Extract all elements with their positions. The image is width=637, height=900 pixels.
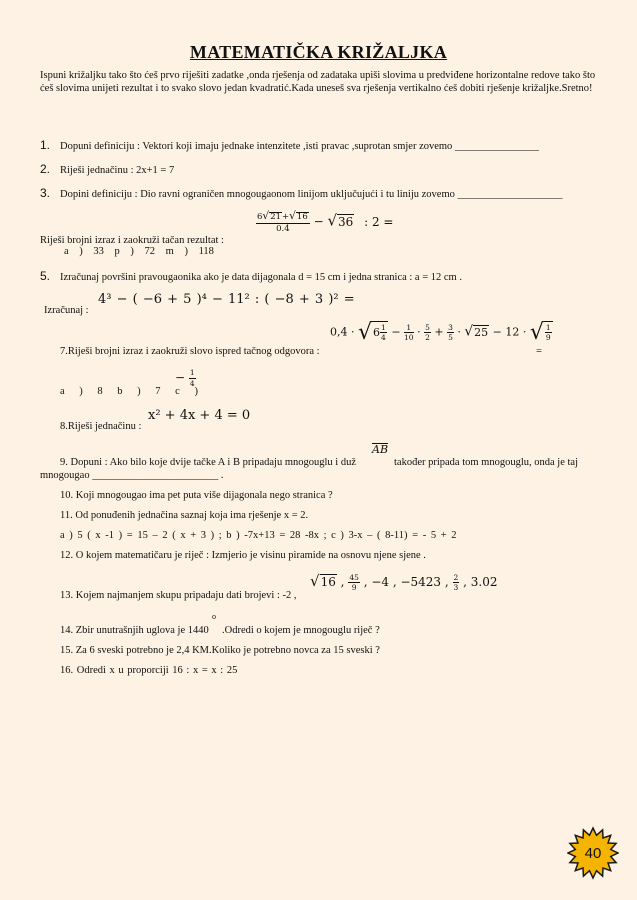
q7-plus1: + bbox=[434, 325, 444, 339]
question-number: 3. bbox=[40, 186, 51, 200]
q7-opt-c-d: 4 bbox=[189, 378, 195, 388]
q4-fraction: $\frac{6√21+√16}{0.4}$ bbox=[257, 209, 308, 234]
question-11: 11. Od ponuđenih jednačina saznaj koja ima rješenje x = 2. bbox=[60, 510, 309, 521]
q4-sqrt-36: 36 bbox=[338, 214, 354, 229]
question-text: Dopini definiciju : Dio ravni ograničen mnogougaonom linijom uključujući i tu liniju zovemo ____________________ bbox=[60, 189, 563, 200]
q7-start: 0,4 · bbox=[330, 325, 355, 339]
q7-whole: 6 bbox=[373, 325, 381, 339]
question-14-cont: .Odredi o kojem je mnogouglu riječ ? bbox=[222, 625, 380, 636]
question-4: Riješi brojni izraz i zaokruži tačan rezultat : bbox=[40, 235, 224, 246]
q7-fn3: 5 bbox=[425, 322, 430, 332]
q7-frac-1-9 bbox=[545, 324, 552, 342]
q13-fd2: 3 bbox=[453, 583, 459, 592]
q7-opt-c-minus: − bbox=[175, 370, 186, 385]
q7-opt-c-n: 1 bbox=[189, 368, 195, 377]
question-9-cont: također pripada tom mnogouglu, onda je taj bbox=[394, 457, 578, 468]
question-1 bbox=[40, 136, 539, 154]
question-12: 12. O kojem matematičaru je riječ : Izmjerio je visinu piramide na osnovu njene sjene . bbox=[60, 550, 426, 561]
question-number: 1. bbox=[40, 138, 51, 152]
q9-segment: AB bbox=[372, 443, 389, 456]
q7-fd5: 9 bbox=[545, 333, 551, 342]
q13-end: , 3.02 bbox=[463, 575, 498, 589]
q4-minus: − bbox=[313, 214, 324, 229]
starburst-icon bbox=[567, 826, 619, 880]
question-5 bbox=[40, 267, 462, 285]
question-number: 5. bbox=[40, 269, 51, 283]
q4-num-six: 6 bbox=[257, 212, 263, 222]
question-2 bbox=[40, 160, 174, 178]
q7-fd2: 10 bbox=[404, 333, 414, 342]
q4-tail: : 2 = bbox=[364, 214, 394, 229]
q7-option-c bbox=[175, 369, 196, 387]
question-7: 7.Riješi brojni izraz i zaokruži slovo ispred tačnog odgovora : bbox=[60, 346, 320, 357]
q14-degree: o bbox=[212, 612, 216, 621]
q7-sqrt-mixed bbox=[372, 321, 388, 342]
q7-minus2: − 12 · bbox=[492, 325, 527, 339]
q7-sqrt-1-9 bbox=[544, 321, 553, 342]
q7-fd4: 5 bbox=[448, 333, 453, 342]
question-9-line: mnogougao ________________________ . bbox=[40, 470, 224, 481]
q6-label: Izračunaj : bbox=[44, 305, 89, 316]
q7-fn5: 1 bbox=[545, 322, 551, 332]
question-13: 13. Kojem najmanjem skupu pripadaju dati brojevi : -2 , bbox=[60, 590, 297, 601]
intro-text: Ispuni križaljku tako što ćeš prvo riješiti zadatke ,onda rješenja od zadataka upiši slovima u predviđene horizontalne redove tako što ćeš slovima unijeti rezultat i to svako slovo jedan kvadratić.Kada uneseš sva rješenja vertikalno ćeš dobiti rješenje križaljke.Sretno! bbox=[40, 70, 596, 94]
question-text: Dopuni definiciju : Vektori koji imaju jednake intenzitete ,isti pravac ,suprotan smjer zovemo ________________ bbox=[60, 141, 539, 152]
q7-frac-5-2 bbox=[424, 324, 431, 342]
q13-fn1: 45 bbox=[349, 572, 359, 582]
q7-frac-3-5 bbox=[447, 324, 454, 342]
q7-options: a ) 8 b ) 7 c ) bbox=[60, 386, 198, 397]
q7-fd1: 4 bbox=[381, 333, 386, 342]
q13-mid: , −4 , −5423 , bbox=[363, 575, 449, 589]
q4-denominator: 0.4 bbox=[276, 223, 290, 234]
question-8: 8.Riješi jednačinu : bbox=[60, 421, 142, 432]
question-15: 15. Za 6 sveski potrebno je 2,4 KM.Koliko je potrebno novca za 15 sveski ? bbox=[60, 645, 380, 656]
q7-expression: 0,4 · √6 $\frac{1}{4}$ − $\frac{1}{10}$ · $\frac{5}{2}$ + $\frac{3}{5}$ · √25 − 12 · √ $\frac{1}{9}$ bbox=[330, 320, 551, 345]
q13-fn2: 2 bbox=[453, 572, 459, 582]
q8-expression: x² + 4x + 4 = 0 bbox=[148, 408, 251, 423]
q4-sqrt-21: 21 bbox=[270, 212, 282, 222]
question-14: 14. Zbir unutrašnjih uglova je 1440 bbox=[60, 625, 209, 636]
q13-frac-45-9 bbox=[348, 574, 360, 592]
q13-frac-2-3 bbox=[453, 574, 460, 592]
question-16: 16. Odredi x u proporciji 16 : x = x : 25 bbox=[60, 665, 238, 676]
q7-frac-1-10 bbox=[404, 324, 414, 342]
question-text: Riješi jednačinu : 2x+1 = 7 bbox=[60, 165, 175, 176]
q7-minus1: − bbox=[391, 325, 401, 339]
q7-dot2: · bbox=[457, 325, 461, 339]
page-number-badge bbox=[567, 826, 619, 880]
q7-fn1: 1 bbox=[381, 322, 386, 332]
question-number: 2. bbox=[40, 162, 51, 176]
q7-fn4: 3 bbox=[448, 322, 453, 332]
q13-sqrt-16: 16 bbox=[320, 575, 336, 589]
page-title: MATEMATIČKA KRIŽALJKA bbox=[189, 42, 448, 62]
question-10: 10. Koji mnogougao ima pet puta više dijagonala nego stranica ? bbox=[60, 490, 333, 501]
q13-expression: √16 , $\frac{45}{9}$ , −4 , −5423 , $\frac{2}{3}$ , 3.02 bbox=[310, 572, 498, 592]
q7-fd3: 2 bbox=[425, 333, 430, 342]
q4-plus: + bbox=[282, 212, 290, 222]
q13-comma: , bbox=[340, 575, 345, 589]
q11-options: a ) 5 ( x -1 ) = 15 – 2 ( x + 3 ) ; b ) -7x+13 = 28 -8x ; c ) 3-x – ( 8-11) = - 5 + 2 bbox=[60, 530, 457, 541]
q7-frac-1-4 bbox=[380, 324, 387, 342]
question-9: 9. Dopuni : Ako bilo koje dvije tačke A i B pripadaju mnogouglu i duž bbox=[60, 457, 357, 468]
q6-expression: 4³ − ( −6 + 5 )⁴ − 11² : ( −8 + 3 )² = bbox=[98, 292, 355, 307]
q13-fd1: 9 bbox=[351, 583, 357, 592]
question-text: Izračunaj površini pravougaonika ako je data dijagonala d = 15 cm i jedna stranica : a = 12 cm . bbox=[60, 272, 462, 283]
question-3 bbox=[40, 184, 563, 202]
q7-sqrt-25: 25 bbox=[474, 325, 489, 339]
q7-fn2: 1 bbox=[404, 324, 414, 334]
q4-options: a ) 33 p ) 72 m ) 118 bbox=[64, 246, 214, 257]
q7-equals: = bbox=[536, 346, 542, 357]
q7-opt-c-frac bbox=[189, 369, 196, 387]
q7-dot1: · bbox=[417, 325, 421, 339]
q4-expression: $\frac{6√21+√16}{0.4}$ − √36 : 2 = bbox=[257, 209, 394, 234]
q4-sqrt-16: 16 bbox=[296, 212, 308, 222]
page-number: 40 bbox=[584, 845, 602, 862]
